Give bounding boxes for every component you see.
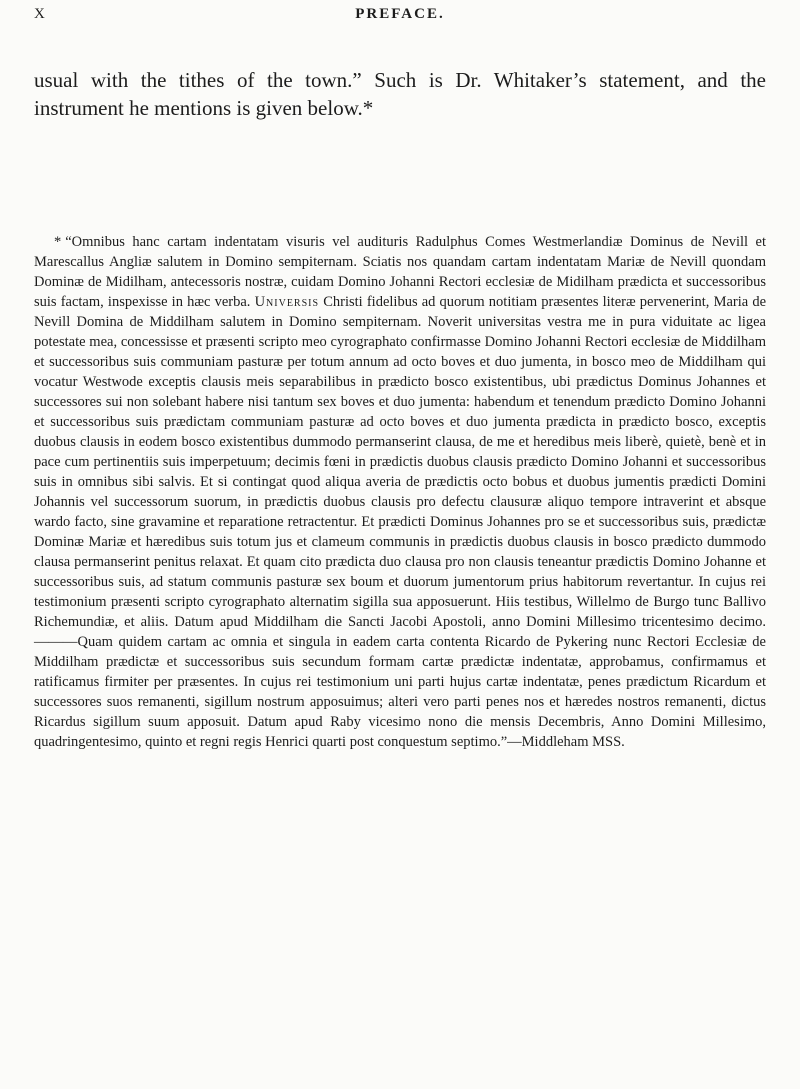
footnote-text-part-2: Christi fidelibus ad quorum notitiam præsentes literæ pervenerint, Maria de Nevill Domina de Middilham salutem in Domino sempiternam. Noverit universitas vestra me in pura viduitate ac ligea potestate mea, concessisse et præsenti scripto meo cyrographato confirmasse Domino Johanni Rectori ecclesiæ de Middilham et successoribus suis communiam pasturæ per totum annum ad octo boves et duo jumenta, in bosco meo de Middilham qui vocatur Westwode exceptis clausis meis separabilibus in prædicto bosco existentibus, ubi prædictus Dominus Johannes et successores sui non solebant habere nisi tantum sex boves et duo jumenta: habendum et tenendum prædicto Domino Johanni et successoribus suis prædictam communiam pasturæ ad octo boves et duo jumenta prædicta in prædicto bosco, exceptis duobus clausis in eodem bosco existentibus dummodo permanserint clausa, de me et heredibus meis liberè, quietè, benè et in pace cum pertinentiis suis imperpetuum; decimis fœni in prædictis duobus clausis prædicto Domino Johanni et successoribus suis in omnibus sibi salvis. Et si contingat quod aliqua averia de prædictis octo bobus et duobus jumentis prædicti Domini Johannis vel successorum suorum, in prædictis duobus clausis pro defectu clausuræ aliquo tempore intraverint et absque wardo facto, sine gravamine et reparatione retractentur. Et prædicti Dominus Johannes pro se et successoribus suis, prædictæ Dominæ Mariæ et hæredibus suis totum jus et clameum communis in prædictis duobus clausis in bosco prædicto dummodo clausa permanserint penitus relaxat. Et quam cito prædicta duo clausa pro non clausis teneantur prædictis Domino Johanne et successoribus suis, ad statum communis pasturæ sex boum et duorum jumentorum prius habitorum revertantur. In cujus rei testimonium præsenti scripto cyrographato alternatim sigilla sua apposuerunt. Hiis testibus, Willelmo de Burgo tunc Ballivo Richemundiæ, et aliis. Datum apud Middilham die Sancti Jacobi Apostoli, anno Domini Millesimo tricentesimo decimo.———Quam quidem cartam ac omnia et singula in eadem carta contenta Ricardo de Pykering nunc Rectori Ecclesiæ de Middilham prædictæ et successoribus suis secundum formam cartæ prædictæ indentatæ, approbamus, confirmamus et ratificamus firmiter per præsentes. In cujus rei testimonium uni parti hujus cartæ indentatæ, penes prædictum Ricardum et successores suos remanenti, sigillum nostrum apposuimus; alteri vero parti penes nos et hæredes nostros remanenti, dictus Ricardus sigillum suum apposuit. Datum apud Raby vicesimo nono die mensis Decembris, Anno Domini Millesimo, quadringentesimo, quinto et regni regis Henrici quarti post conquestum septimo.”—Middleham MSS. xyxy=(34,293,767,750)
page-number: X xyxy=(34,6,46,22)
footnote xyxy=(34,232,766,752)
body-paragraph: usual with the tithes of the town.” Such is Dr. Whitaker’s statement, and the instrument he mentions is given below.* xyxy=(34,68,766,120)
footnote-text-part-1: “Omnibus hanc cartam indentatam visuris vel audituris Radulphus Comes Westmerlandiæ Dominus de Nevill et Marescallus Angliæ salutem in Domino sempiternam. Sciatis nos quandam cartam indentatam Mariæ de Nevill quondam Dominæ de Midilham, antecessoris nostræ, cuidam Domino Johanni Rectori ecclesiæ de Midilham prædicta et successoribus suis factam, inspexisse in hæc verba. xyxy=(34,233,766,310)
running-head-title: PREFACE. xyxy=(355,6,445,22)
footnote-smallcaps-word: Universis xyxy=(254,293,320,310)
footnote-marker: * xyxy=(54,233,62,250)
